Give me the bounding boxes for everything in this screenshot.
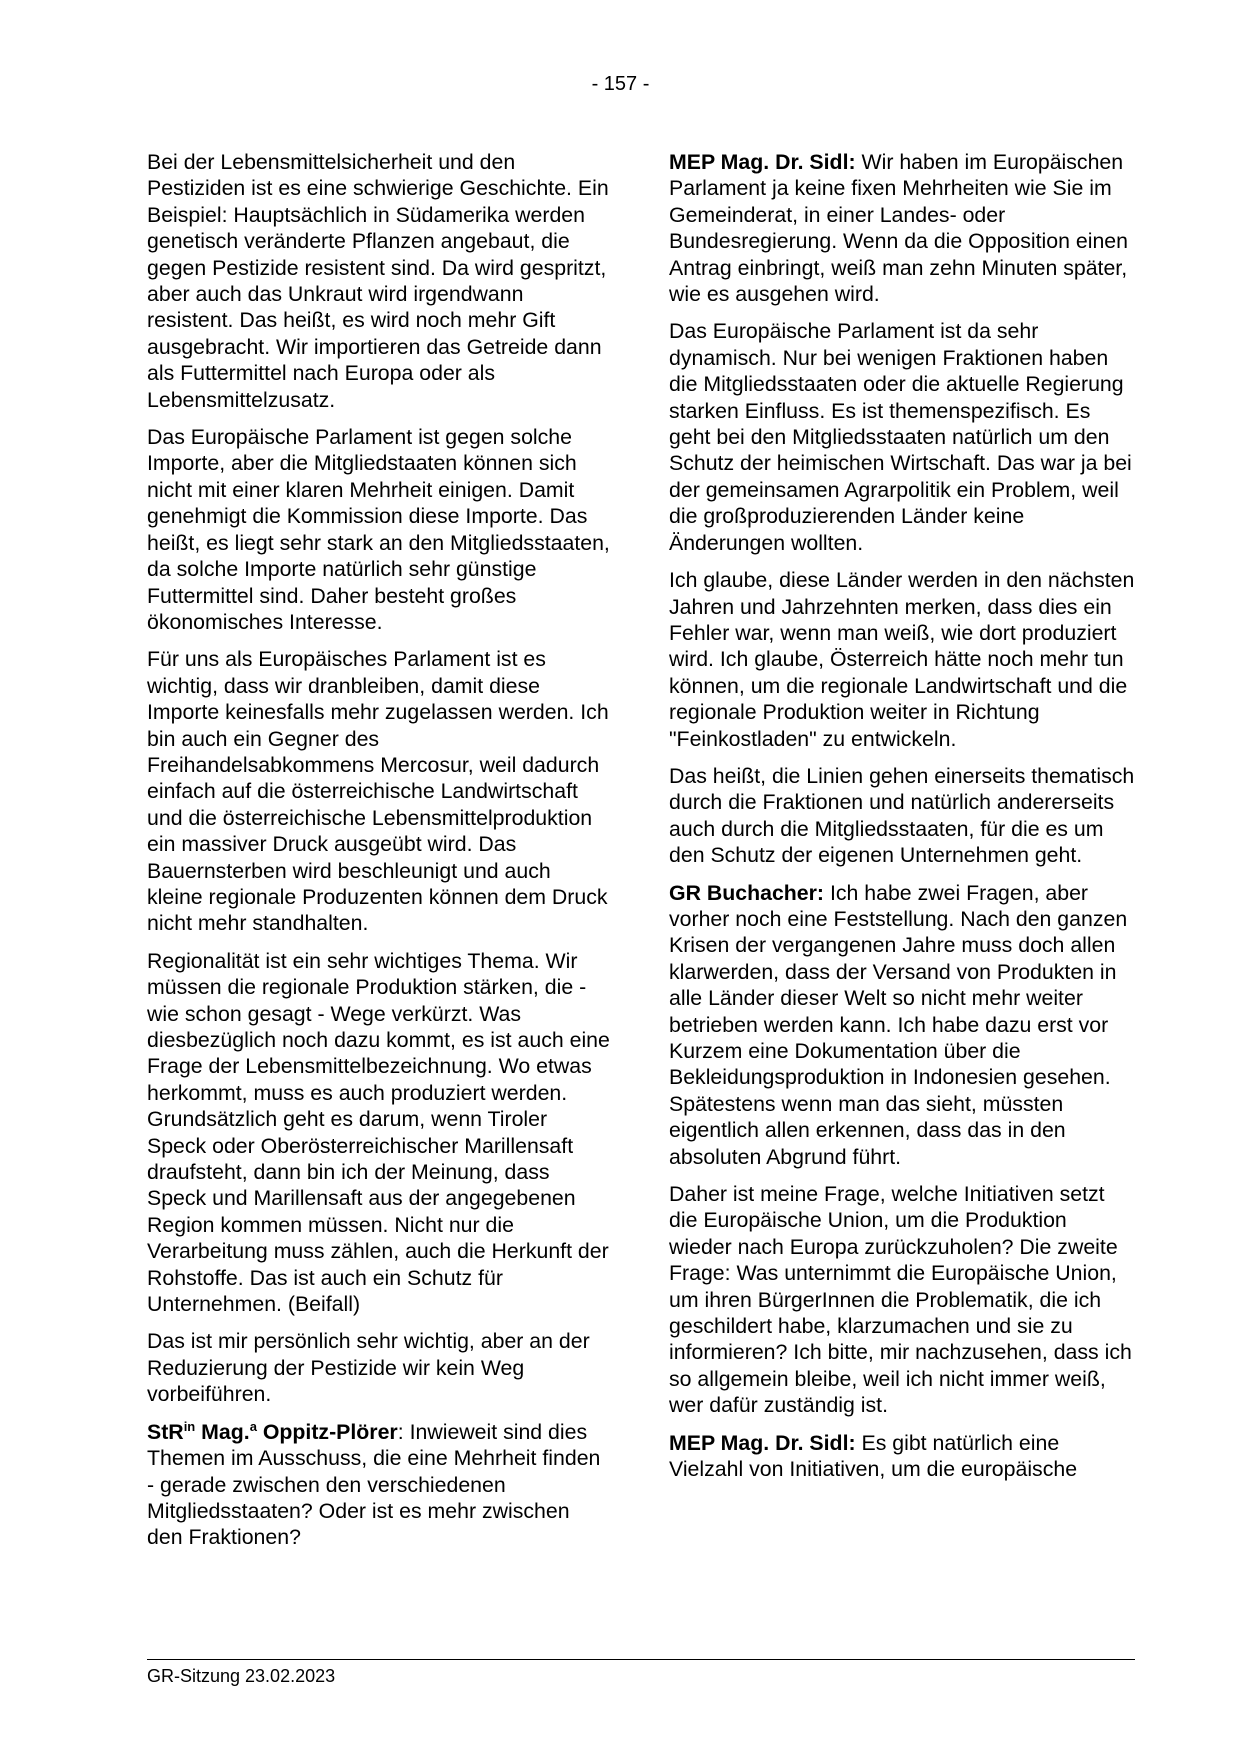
left-column [147,149,610,1562]
paragraph: Das heißt, die Linien gehen einerseits thematisch durch die Fraktionen und natürlich andererseits auch durch die Mitgliedsstaaten, für die es um den Schutz der eigenen Unternehmen geht. [669,763,1135,868]
speech-text: Ich habe zwei Fragen, aber vorher noch eine Feststellung. Nach den ganzen Krisen der vergangenen Jahre muss doch allen klarwerden, dass der Versand von Produkten in alle Länder dieser Welt so nicht mehr weiter betrieben werden kann. Ich habe dazu erst vor Kurzem eine Dokumentation über die Bekleidungsproduktion in Indonesien gesehen. Spätestens wenn man das sieht, müssten eigentlich allen erkennen, dass das in den absoluten Abgrund führt. [669,880,1128,1169]
speech-text: Wir haben im Europäischen Parlament ja keine fixen Mehrheiten wie Sie im Gemeinderat, in einer Landes- oder Bundesregierung. Wenn da die Opposition einen Antrag einbringt, weiß man zehn Minuten später, wie es ausgehen wird. [669,150,1128,307]
paragraph: Daher ist meine Frage, welche Initiativen setzt die Europäische Union, um die Produktion wieder nach Europa zurückzuholen? Die zweite Frage: Was unternimmt die Europäische Union, um ihren BürgerInnen die Problematik, die ich geschildert habe, klarzumachen und sie zu informieren? Ich bitte, mir nachzusehen, dass ich so allgemein bleibe, weil ich nicht immer weiß, wer dafür zuständig ist. [669,1182,1132,1418]
paragraph [147,1419,610,1551]
speech-text: : Inwieweit sind dies Themen im Ausschuss, die eine Mehrheit finden - gerade zwischen den verschiedenen Mitgliedsstaaten? Oder ist es mehr zwischen den Fraktionen? [147,1419,601,1550]
paragraph: Das Europäische Parlament ist gegen solche Importe, aber die Mitgliedstaaten können sich nicht mit einer klaren Mehrheit einigen. Damit genehmigt die Kommission diese Importe. Das heißt, es liegt sehr stark an den Mitgliedsstaaten, da solche Importe natürlich sehr günstige Futtermittel sind. Daher besteht großes ökonomisches Interesse. [147,425,610,634]
paragraph: Das ist mir persönlich sehr wichtig, aber an der Reduzierung der Pestizide wir kein Weg vorbeiführen. [147,1329,590,1407]
speaker-name: MEP Mag. Dr. Sidl: [669,150,856,174]
right-column [669,149,1135,1494]
paragraph: Für uns als Europäisches Parlament ist es wichtig, dass wir dranbleiben, damit diese Importe keinesfalls mehr zugelassen werden. Ich bin auch ein Gegner des Freihandelsabkommens Mercosur, weil dadurch einfach auf die österreichische Landwirtschaft und die österreichische Lebensmittelproduktion ein massiver Druck ausgeübt wird. Das Bauernsterben wird beschleunigt und auch kleine regionale Produzenten können dem Druck nicht mehr standhalten. [147,647,609,936]
footer-divider [147,1659,1135,1660]
paragraph: Ich glaube, diese Länder werden in den nächsten Jahren und Jahrzehnten merken, dass dies ein Fehler war, wenn man weiß, wie dort produziert wird. Ich glaube, Österreich hätte noch mehr tun können, um die regionale Landwirtschaft und die regionale Produktion weiter in Richtung "Feinkostladen" zu entwickeln. [669,568,1135,751]
speaker-name: StR$^{in}$ Mag.$^a$ Oppitz-Plörer [147,1418,398,1444]
paragraph [669,1430,1135,1483]
paragraph: Bei der Lebensmittelsicherheit und den Pestiziden ist es eine schwierige Geschichte. Ein Beispiel: Hauptsächlich in Südamerika werden genetisch veränderte Pflanzen angebaut, die gegen Pestizide resistent sind. Da wird gespritzt, aber auch das Unkraut wird irgendwann resistent. Das heißt, es wird noch mehr Gift ausgebracht. Wir importieren das Getreide dann als Futtermittel nach Europa oder als Lebensmittelzusatz. [147,150,609,412]
speech-text: Es gibt natürlich eine Vielzahl von Initiativen, um die europäische [669,1430,1078,1482]
paragraph [669,880,1135,1170]
footer-session-date: GR-Sitzung 23.02.2023 [147,1666,336,1686]
speaker-name: GR Buchacher: [669,880,825,905]
paragraph [669,149,1135,307]
page-number: - 157 - [591,73,650,95]
paragraph: Das Europäische Parlament ist da sehr dynamisch. Nur bei wenigen Fraktionen haben die Mitgliedsstaaten oder die aktuelle Regierung starken Einfluss. Es ist themenspezifisch. Es geht bei den Mitgliedsstaaten natürlich um den Schutz der heimischen Wirtschaft. Das war ja bei der gemeinsamen Agrarpolitik ein Problem, weil die großproduzierenden Länder keine Änderungen wollten. [669,319,1132,555]
speaker-name: MEP Mag. Dr. Sidl: [669,1430,856,1455]
paragraph: Regionalität ist ein sehr wichtiges Thema. Wir müssen die regionale Produktion stärken, die - wie schon gesagt - Wege verkürzt. Was diesbezüglich noch dazu kommt, es ist auch eine Frage der Lebensmittelbezeichnung. Wo etwas herkommt, muss es auch produziert werden. Grundsätzlich geht es darum, wenn Tiroler Speck oder Oberösterreichischer Marillensaft draufsteht, dann bin ich der Meinung, dass Speck und Marillensaft aus der angegebenen Region kommen müssen. Nicht nur die Verarbeitung muss zählen, auch die Herkunft der Rohstoffe. Das ist auch ein Schutz für Unternehmen. (Beifall) [147,948,610,1317]
